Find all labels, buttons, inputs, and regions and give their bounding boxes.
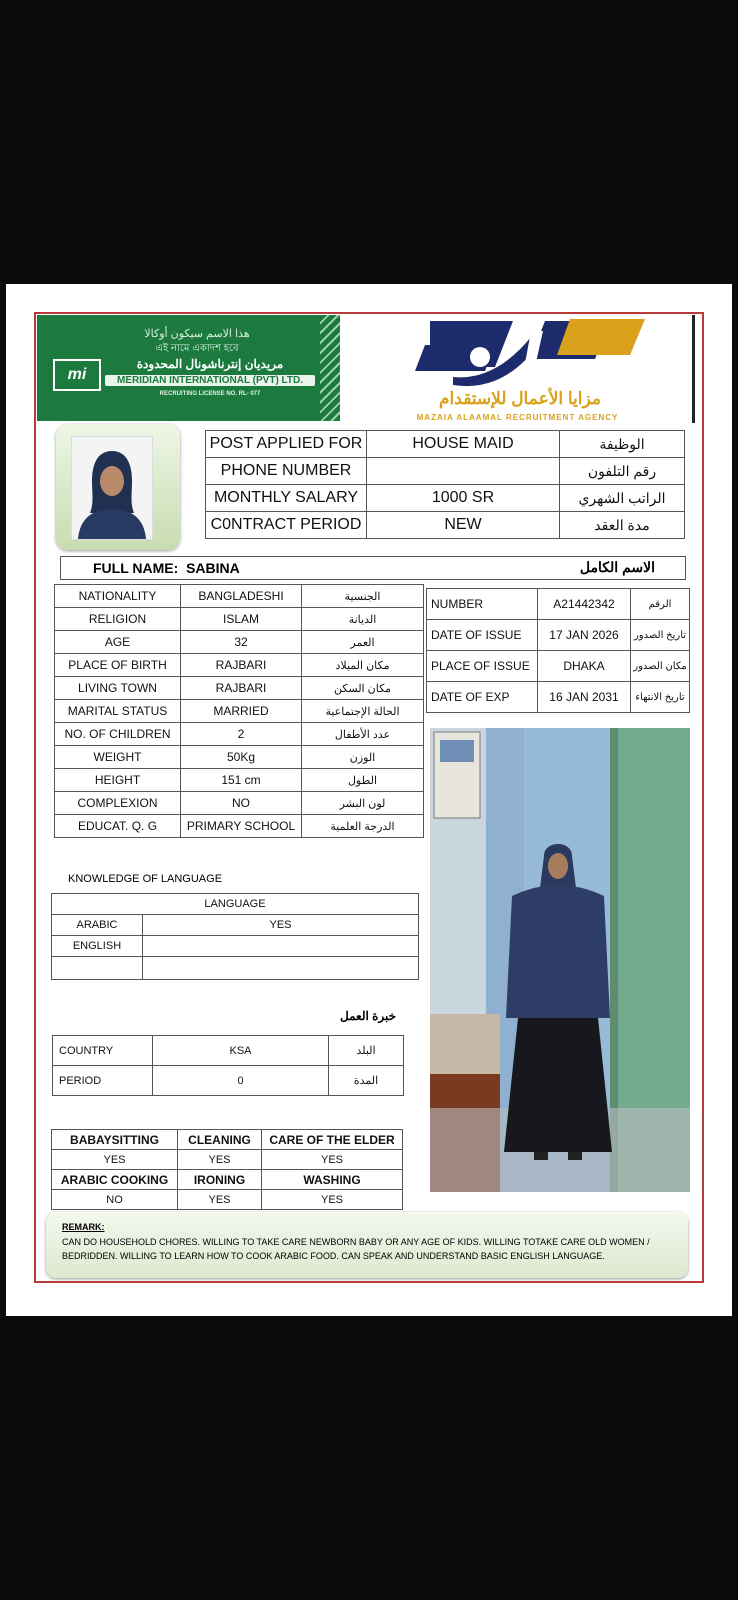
table-row bbox=[55, 608, 424, 631]
row-label: MARITAL STATUS bbox=[55, 700, 181, 723]
row-arabic: مكان الميلاد bbox=[302, 654, 424, 677]
passport-photo-frame bbox=[56, 424, 180, 550]
row-value: ISLAM bbox=[181, 608, 302, 631]
banner-pattern bbox=[320, 315, 340, 421]
row-label: WEIGHT bbox=[55, 746, 181, 769]
banner-arabic-line1: هذا الاسم سيكون أوكالا bbox=[144, 328, 250, 340]
issue-place-value: DHAKA bbox=[538, 651, 631, 682]
period-arabic: المدة bbox=[329, 1066, 404, 1096]
mazaia-arabic-name: مزايا الأعمال للإستقدام bbox=[439, 389, 601, 408]
full-name-value: SABINA bbox=[186, 560, 240, 576]
mazaia-logo bbox=[345, 315, 695, 425]
language-name: ARABIC bbox=[52, 915, 143, 936]
row-value: RAJBARI bbox=[181, 677, 302, 700]
table-row bbox=[427, 620, 690, 651]
skill-value: YES bbox=[178, 1150, 262, 1170]
period-value: 0 bbox=[153, 1066, 329, 1096]
passport-number-value: A21442342 bbox=[538, 589, 631, 620]
row-value: MARRIED bbox=[181, 700, 302, 723]
row-label: HEIGHT bbox=[55, 769, 181, 792]
row-arabic: الدرجة العلمية bbox=[302, 815, 424, 838]
remark-box bbox=[46, 1212, 688, 1278]
meridian-english-name: MERIDIAN INTERNATIONAL (PVT) LTD. bbox=[105, 375, 315, 386]
row-label: PLACE OF BIRTH bbox=[55, 654, 181, 677]
table-row bbox=[55, 631, 424, 654]
language-value bbox=[143, 957, 419, 980]
row-value: BANGLADESHI bbox=[181, 585, 302, 608]
personal-details-table bbox=[54, 584, 424, 838]
table-row bbox=[55, 654, 424, 677]
meridian-banner bbox=[37, 315, 340, 421]
skill-header: IRONING bbox=[178, 1170, 262, 1190]
issue-place-label: PLACE OF ISSUE bbox=[427, 651, 538, 682]
table-row bbox=[52, 1130, 403, 1150]
contract-label: C0NTRACT PERIOD bbox=[206, 512, 367, 539]
row-label: NATIONALITY bbox=[55, 585, 181, 608]
phone-label: PHONE NUMBER bbox=[206, 458, 367, 485]
table-row bbox=[206, 431, 685, 458]
full-name bbox=[93, 560, 240, 576]
row-arabic: العمر bbox=[302, 631, 424, 654]
table-row bbox=[206, 458, 685, 485]
row-arabic: الوزن bbox=[302, 746, 424, 769]
row-arabic: الديانة bbox=[302, 608, 424, 631]
table-row bbox=[55, 815, 424, 838]
row-arabic: عدد الأطفال bbox=[302, 723, 424, 746]
table-row bbox=[53, 1036, 404, 1066]
skill-value: YES bbox=[52, 1150, 178, 1170]
skill-header: BABAYSITTING bbox=[52, 1130, 178, 1150]
row-label: NO. OF CHILDREN bbox=[55, 723, 181, 746]
row-label: AGE bbox=[55, 631, 181, 654]
remark-text: CAN DO HOUSEHOLD CHORES. WILLING TO TAKE CARE NEWBORN BABY OR ANY AGE OF KIDS. WILLING TOTAKE CARE OLD WOMEN / BEDRIDDEN. WILLING TO LEARN HOW TO COOK ARABIC FOOD. CAN SPEAK AND UNDERSTAND BASIC ENGLISH LANGUAGE. bbox=[62, 1237, 650, 1261]
language-name bbox=[52, 957, 143, 980]
passport-table bbox=[426, 588, 690, 713]
issue-date-value: 17 JAN 2026 bbox=[538, 620, 631, 651]
experience-title: خبرة العمل bbox=[340, 1009, 397, 1023]
row-label: COMPLEXION bbox=[55, 792, 181, 815]
table-row bbox=[52, 915, 419, 936]
contract-value: NEW bbox=[367, 512, 560, 539]
exp-date-value: 16 JAN 2031 bbox=[538, 682, 631, 713]
table-row bbox=[427, 589, 690, 620]
table-row bbox=[52, 894, 419, 915]
full-name-label: FULL NAME: bbox=[93, 560, 179, 576]
table-row bbox=[53, 1066, 404, 1096]
table-row bbox=[55, 677, 424, 700]
meridian-logo-icon: mi bbox=[53, 359, 101, 391]
skill-header: CLEANING bbox=[178, 1130, 262, 1150]
table-row bbox=[55, 723, 424, 746]
full-name-arabic: الاسم الكامل bbox=[579, 559, 655, 575]
meridian-arabic-name: مريديان إنترناشونال المحدودة bbox=[136, 357, 284, 371]
phone-arabic: رقم التلفون bbox=[560, 458, 685, 485]
salary-arabic: الراتب الشهري bbox=[560, 485, 685, 512]
language-value bbox=[143, 936, 419, 957]
mazaia-english-name: MAZAIA ALAAMAL RECRUITMENT AGENCY bbox=[416, 413, 619, 422]
post-value: HOUSE MAID bbox=[367, 431, 560, 458]
skill-header: WASHING bbox=[262, 1170, 403, 1190]
skill-value: NO bbox=[52, 1190, 178, 1210]
table-row bbox=[52, 1190, 403, 1210]
row-value: 50Kg bbox=[181, 746, 302, 769]
table-row bbox=[55, 746, 424, 769]
table-row bbox=[206, 485, 685, 512]
skill-value: YES bbox=[178, 1190, 262, 1210]
table-row bbox=[55, 769, 424, 792]
mazaia-emblem-icon bbox=[345, 315, 695, 395]
table-row bbox=[427, 682, 690, 713]
row-value: 2 bbox=[181, 723, 302, 746]
table-row bbox=[55, 792, 424, 815]
table-row bbox=[52, 936, 419, 957]
row-value: NO bbox=[181, 792, 302, 815]
row-label: LIVING TOWN bbox=[55, 677, 181, 700]
salary-value: 1000 SR bbox=[367, 485, 560, 512]
exp-date-label: DATE OF EXP bbox=[427, 682, 538, 713]
row-value: 151 cm bbox=[181, 769, 302, 792]
issue-date-arabic: تاريخ الصدور bbox=[631, 620, 690, 651]
table-row bbox=[52, 957, 419, 980]
table-row bbox=[52, 1150, 403, 1170]
skill-value: YES bbox=[262, 1190, 403, 1210]
recruiting-license: RECRUITING LICENSE NO. RL- 077 bbox=[159, 391, 261, 397]
row-value: RAJBARI bbox=[181, 654, 302, 677]
row-value: 32 bbox=[181, 631, 302, 654]
full-body-photo-icon bbox=[430, 728, 690, 1192]
issue-place-arabic: مكان الصدور bbox=[631, 651, 690, 682]
row-arabic: الطول bbox=[302, 769, 424, 792]
row-label: RELIGION bbox=[55, 608, 181, 631]
skill-header: ARABIC COOKING bbox=[52, 1170, 178, 1190]
full-name-bar bbox=[60, 556, 686, 580]
row-arabic: الحالة الإجتماعية bbox=[302, 700, 424, 723]
language-name: ENGLISH bbox=[52, 936, 143, 957]
banner-bengali-line: এই নামে একাদশ হবে bbox=[155, 343, 239, 354]
issue-date-label: DATE OF ISSUE bbox=[427, 620, 538, 651]
language-table bbox=[51, 893, 419, 980]
experience-table bbox=[52, 1035, 404, 1096]
job-info-table bbox=[205, 430, 685, 539]
table-row bbox=[427, 651, 690, 682]
language-section-title: KNOWLEDGE OF LANGUAGE bbox=[68, 873, 223, 885]
portrait-icon bbox=[72, 437, 152, 539]
country-value: KSA bbox=[153, 1036, 329, 1066]
row-arabic: مكان السكن bbox=[302, 677, 424, 700]
post-arabic: الوظيفة bbox=[560, 431, 685, 458]
salary-label: MONTHLY SALARY bbox=[206, 485, 367, 512]
passport-number-label: NUMBER bbox=[427, 589, 538, 620]
post-label: POST APPLIED FOR bbox=[206, 431, 367, 458]
language-value: YES bbox=[143, 915, 419, 936]
contract-arabic: مدة العقد bbox=[560, 512, 685, 539]
row-value: PRIMARY SCHOOL bbox=[181, 815, 302, 838]
row-arabic: لون البشر bbox=[302, 792, 424, 815]
exp-date-arabic: تاريخ الانتهاء bbox=[631, 682, 690, 713]
table-row bbox=[55, 700, 424, 723]
table-row bbox=[206, 512, 685, 539]
row-label: EDUCAT. Q. G bbox=[55, 815, 181, 838]
row-arabic: الجنسية bbox=[302, 585, 424, 608]
phone-value bbox=[367, 458, 560, 485]
logo-divider bbox=[692, 315, 695, 423]
language-header: LANGUAGE bbox=[52, 894, 419, 915]
passport-number-arabic: الرقم bbox=[631, 589, 690, 620]
remark-title: REMARK: bbox=[62, 1222, 105, 1232]
table-row bbox=[55, 585, 424, 608]
period-label: PERIOD bbox=[53, 1066, 153, 1096]
skill-header: CARE OF THE ELDER bbox=[262, 1130, 403, 1150]
candidate-full-photo bbox=[430, 728, 690, 1192]
skills-table bbox=[51, 1129, 403, 1210]
skill-value: YES bbox=[262, 1150, 403, 1170]
table-row bbox=[52, 1170, 403, 1190]
passport-photo bbox=[71, 436, 153, 540]
country-label: COUNTRY bbox=[53, 1036, 153, 1066]
country-arabic: البلد bbox=[329, 1036, 404, 1066]
